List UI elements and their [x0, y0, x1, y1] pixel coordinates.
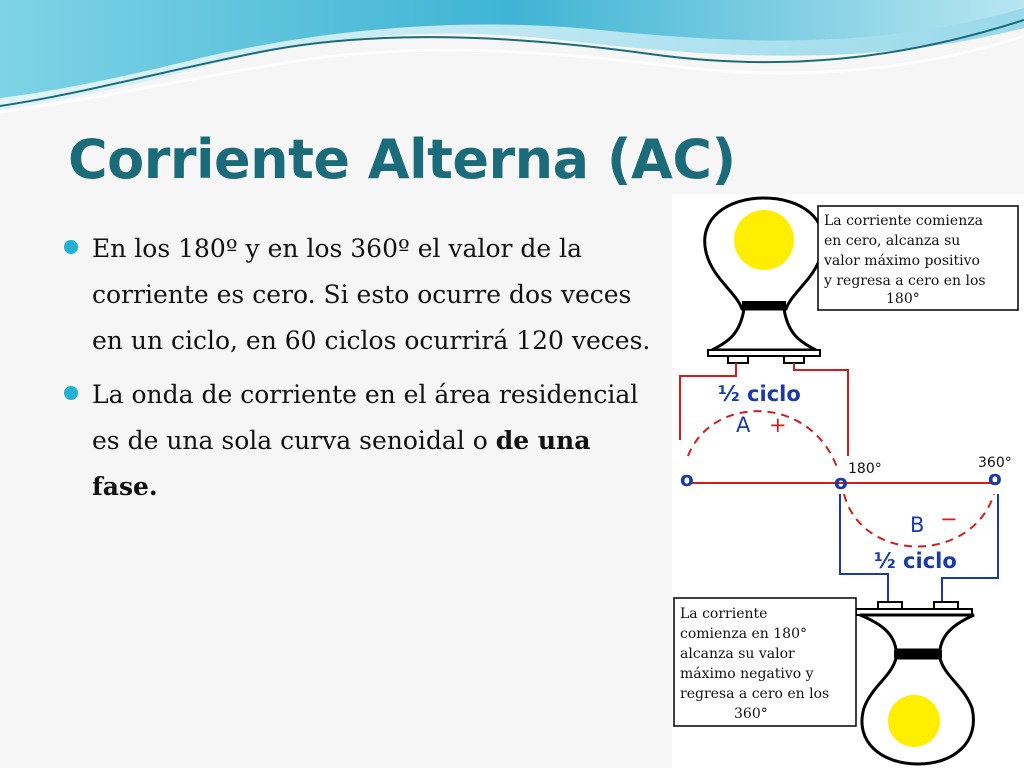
sign-positive: +	[769, 413, 787, 437]
bullet-text: La onda de corriente en el área residencial es de una sola curva senoidal o	[92, 380, 639, 455]
bottom-bulb-glow	[888, 695, 940, 747]
top-bulb-glow	[734, 210, 794, 270]
bullet-text: En los 180º y en los 360º el valor de la corriente es cero. Si esto ocurre dos veces en un ciclo, en 60 ciclos ocurrirá 120 veces.	[92, 234, 651, 355]
half-cycle-bottom-label: ½ ciclo	[874, 549, 957, 573]
half-cycle-top-label: ½ ciclo	[718, 382, 801, 406]
bottom-note-line: La corriente	[680, 606, 768, 622]
terminal-180: o	[834, 470, 848, 494]
label-360-degrees: 360°	[978, 455, 1012, 471]
bullet-dot-icon	[64, 386, 78, 400]
top-note-line: valor máximo positivo	[824, 253, 980, 269]
sign-negative: −	[940, 507, 958, 531]
top-note-line: y regresa a cero en los	[824, 273, 986, 289]
terminal-0: o	[680, 467, 694, 491]
bottom-note-line: comienza en 180°	[680, 626, 807, 642]
bottom-note-line: 360°	[734, 706, 768, 722]
bullet-item	[62, 226, 652, 364]
label-b: B	[910, 513, 925, 537]
top-note-line: La corriente comienza	[824, 213, 983, 229]
bottom-note-line: regresa a cero en los	[680, 686, 830, 702]
top-note-line: 180°	[886, 291, 920, 307]
label-a: A	[736, 413, 751, 437]
header-wave-decoration	[0, 0, 1024, 130]
bullet-list	[62, 226, 652, 518]
terminal-360: o	[988, 466, 1002, 490]
bottom-note-line: máximo negativo y	[680, 666, 814, 682]
bullet-item	[62, 372, 652, 510]
top-note-line: en cero, alcanza su	[824, 233, 961, 249]
bottom-note-line: alcanza su valor	[680, 646, 795, 662]
bullet-bold-text: de una fase.	[92, 426, 591, 501]
bullet-dot-icon	[64, 240, 78, 254]
slide-title: Corriente Alterna (AC)	[68, 128, 736, 191]
label-180-degrees: 180°	[848, 461, 882, 477]
ac-circuit-diagram	[672, 194, 1024, 768]
